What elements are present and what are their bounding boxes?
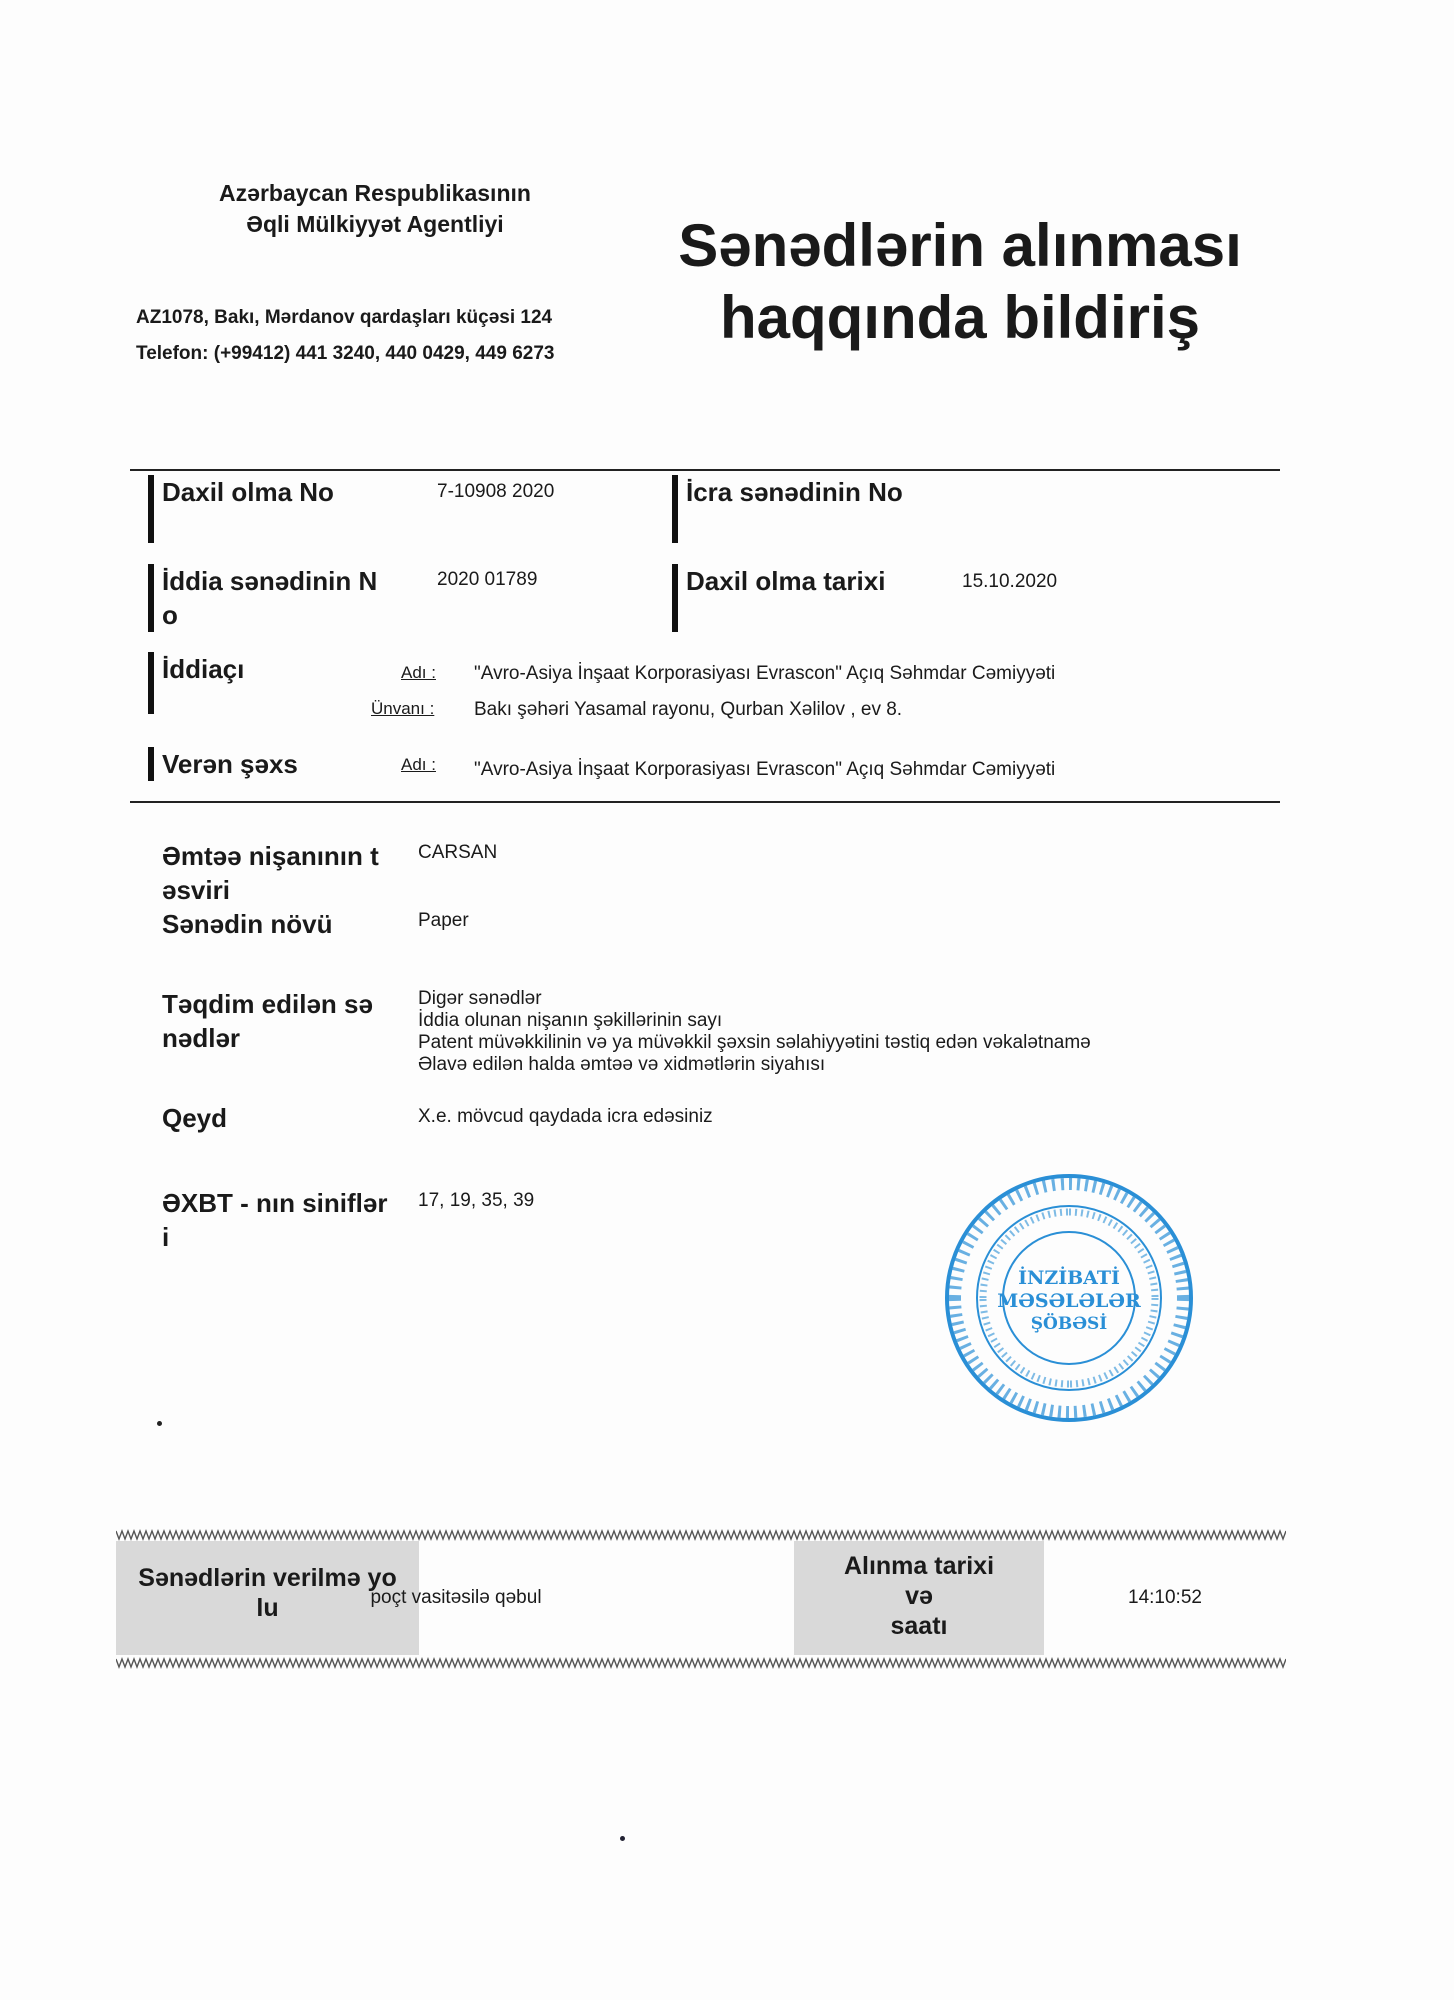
received-value: 14:10:52 xyxy=(1128,1587,1202,1608)
classes-value: 17, 19, 35, 39 xyxy=(418,1190,535,1211)
agency-contacts xyxy=(136,300,554,372)
received-label-line1: Alınma tarixi xyxy=(843,1552,995,1580)
claim-doc-label-line1: İddia sənədinin N xyxy=(162,566,378,596)
method-label-line1: Sənədlərin verilmə yo xyxy=(138,1564,397,1592)
list-item: Əlavə edilən halda əmtəə və xidmətlərin siyahısı xyxy=(418,1054,826,1075)
classes-label xyxy=(162,1186,387,1254)
delivery-band xyxy=(116,1541,1286,1655)
top-divider xyxy=(130,469,1280,471)
top-zigzag-border xyxy=(116,1528,1286,1542)
agency-name-line2: Əqli Mülkiyyət Agentliyi xyxy=(246,211,504,237)
agency-name xyxy=(140,178,610,240)
exec-doc-label-text: İcra sənədinin No xyxy=(686,477,903,507)
submitter-label xyxy=(148,747,298,781)
bottom-divider xyxy=(130,801,1280,803)
entry-no-label-text: Daxil olma No xyxy=(162,477,334,507)
agency-address: AZ1078, Bakı, Mərdanov qardaşları küçəsi 124 xyxy=(136,307,553,328)
claimant-address: Bakı şəhəri Yasamal rayonu, Qurban Xəlilov , ev 8. xyxy=(474,699,903,720)
tm-desc-label-line1: Əmtəə nişanının t xyxy=(162,841,379,871)
doc-type-label: Sənədin növü xyxy=(162,909,333,939)
entry-date-label-text: Daxil olma tarixi xyxy=(686,566,886,596)
received-label-line3: saatı xyxy=(890,1612,948,1640)
official-seal xyxy=(943,1172,1196,1425)
method-value: poçt vasitəsilə qəbul xyxy=(370,1587,542,1608)
page-title xyxy=(640,210,1280,354)
claimant-label xyxy=(148,652,244,714)
agency-name-line1: Azərbaycan Respublikasının xyxy=(219,180,531,206)
submitter-label-text: Verən şəxs xyxy=(162,749,298,779)
submitter-name-label: Adı : xyxy=(401,755,436,774)
claim-doc-label-line2: o xyxy=(162,600,178,630)
doc-type-value: Paper xyxy=(418,910,469,931)
page-title-line1: Sənədlərin alınması xyxy=(678,212,1242,279)
classes-label-line2: i xyxy=(162,1222,170,1252)
list-item: Patent müvəkkilinin və ya müvəkkil şəxsin səlahiyyətini təstiq edən vəkalətnamə xyxy=(418,1032,1091,1053)
agency-phone: Telefon: (+99412) 441 3240, 440 0429, 449 6273 xyxy=(136,343,555,364)
claimant-address-label: Ünvanı : xyxy=(371,699,435,718)
received-label-line2: və xyxy=(905,1582,933,1610)
submitter-name: "Avro-Asiya İnşaat Korporasiyası Evrascon" Açıq Səhmdar Cəmiyyəti xyxy=(474,759,1056,780)
seal-text-line3: ŞÖBƏSİ xyxy=(1030,1314,1108,1334)
entry-date-value: 15.10.2020 xyxy=(962,571,1058,592)
exec-doc-label xyxy=(672,475,903,543)
entry-no-value: 7-10908 2020 xyxy=(437,481,555,502)
tm-desc-label-line2: əsviri xyxy=(162,875,230,905)
list-item: Digər sənədlər xyxy=(418,988,542,1009)
note-value: X.e. mövcud qaydada icra edəsiniz xyxy=(418,1106,713,1127)
seal-text-line1: İNZİBATİ xyxy=(1018,1267,1120,1289)
claimant-label-text: İddiaçı xyxy=(162,654,245,684)
method-label-line2: lu xyxy=(256,1594,279,1622)
received-label xyxy=(794,1551,1044,1641)
note-label: Qeyd xyxy=(162,1103,228,1133)
page-title-line2: haqqında bildiriş xyxy=(719,284,1201,351)
submitted-docs-label xyxy=(162,987,373,1055)
claim-doc-value: 2020 01789 xyxy=(437,569,538,590)
tm-desc-label xyxy=(162,839,379,907)
claimant-name: "Avro-Asiya İnşaat Korporasiyası Evrascon" Açıq Səhmdar Cəmiyyəti xyxy=(474,663,1056,684)
ink-dot xyxy=(157,1421,162,1426)
submitted-docs-label-line2: nədlər xyxy=(162,1023,241,1053)
submitted-docs-label-line1: Təqdim edilən sə xyxy=(162,989,373,1019)
ink-dot xyxy=(620,1836,625,1841)
entry-date-label xyxy=(672,564,885,632)
bottom-zigzag-border xyxy=(116,1656,1286,1670)
seal-text-line2: MƏSƏLƏLƏR xyxy=(997,1290,1141,1312)
classes-label-line1: ƏXBT - nın siniflər xyxy=(162,1188,388,1218)
list-item: İddia olunan nişanın şəkillərinin sayı xyxy=(418,1010,723,1031)
claim-doc-label xyxy=(148,564,377,632)
submitted-docs-list xyxy=(418,988,1091,1076)
entry-no-label xyxy=(148,475,334,543)
tm-desc-value: CARSAN xyxy=(418,842,498,863)
claimant-name-label: Adı : xyxy=(401,663,436,682)
